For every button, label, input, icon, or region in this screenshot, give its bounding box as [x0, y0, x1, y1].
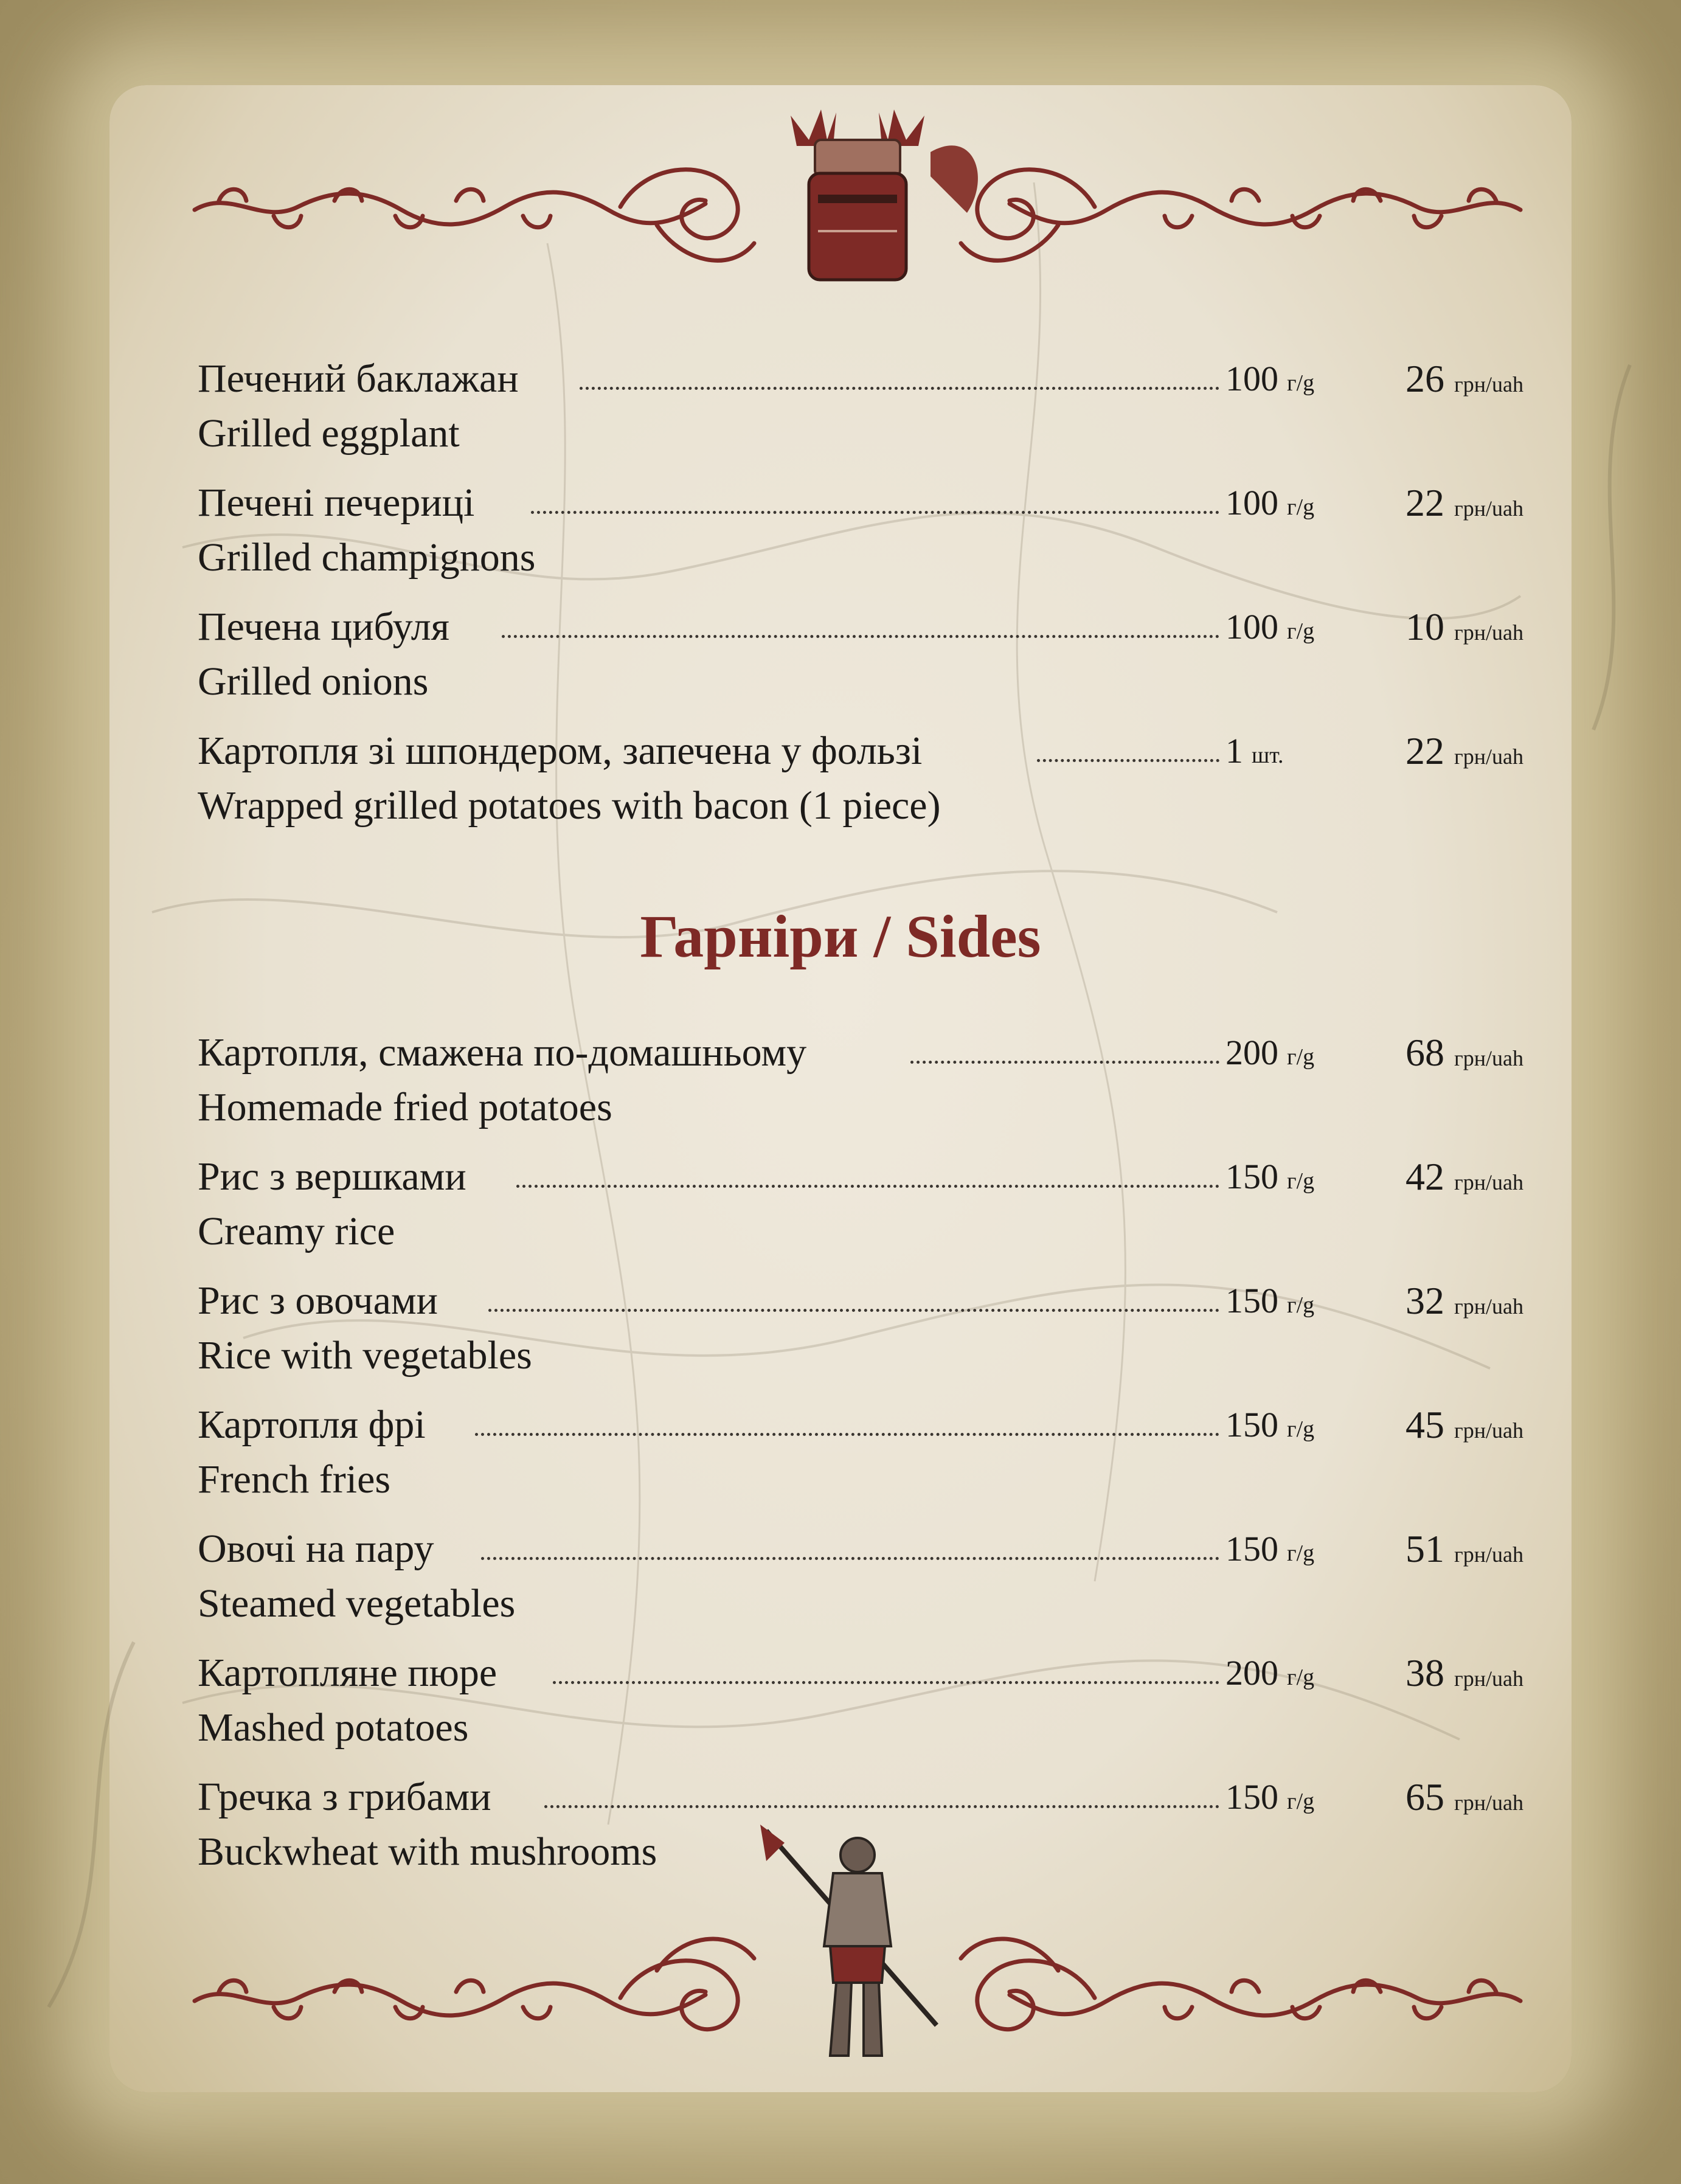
dot-leader	[488, 1309, 1219, 1312]
dot-leader	[475, 1433, 1219, 1436]
item-price: 26 грн/uah	[1405, 357, 1523, 400]
item-price: 45 грн/uah	[1405, 1403, 1523, 1446]
item-price: 68 грн/uah	[1405, 1031, 1523, 1074]
menu-item	[198, 724, 1523, 833]
menu-item	[198, 1646, 1523, 1755]
item-name-en: Wrapped grilled potatoes with bacon (1 piece)	[198, 783, 941, 828]
item-name-uk: Овочі на пару	[198, 1527, 434, 1571]
item-name-uk: Рис з овочами	[198, 1278, 438, 1323]
item-quantity: 150 г/g	[1225, 1157, 1315, 1196]
item-name-uk: Печена цибуля	[198, 605, 450, 649]
menu-item	[198, 1274, 1523, 1383]
dot-leader	[910, 1061, 1219, 1064]
dot-leader	[580, 387, 1219, 390]
item-price: 38 грн/uah	[1405, 1651, 1523, 1694]
item-quantity: 100 г/g	[1225, 359, 1315, 398]
item-name-uk: Картопляне пюре	[198, 1651, 497, 1695]
menu-item	[198, 1398, 1523, 1507]
item-price: 22 грн/uah	[1405, 729, 1523, 772]
item-quantity: 100 г/g	[1225, 483, 1315, 522]
item-name-uk: Печений баклажан	[198, 356, 519, 401]
item-quantity: 1 шт.	[1225, 731, 1284, 771]
menu-item	[198, 1025, 1523, 1135]
item-quantity: 200 г/g	[1225, 1033, 1315, 1072]
item-name-en: Creamy rice	[198, 1209, 395, 1253]
item-name-uk: Гречка з грибами	[198, 1775, 491, 1819]
menu-item	[198, 476, 1523, 585]
item-quantity: 100 г/g	[1225, 607, 1315, 647]
menu-item	[198, 1149, 1523, 1259]
dot-leader	[553, 1681, 1219, 1684]
item-quantity: 150 г/g	[1225, 1281, 1315, 1320]
item-price: 65 грн/uah	[1405, 1775, 1523, 1818]
menu-item	[198, 600, 1523, 709]
item-quantity: 200 г/g	[1225, 1653, 1315, 1693]
item-quantity: 150 г/g	[1225, 1405, 1315, 1444]
item-price: 32 грн/uah	[1405, 1279, 1523, 1322]
section-heading-sides: Гарніри / Sides	[640, 903, 1041, 970]
menu-item	[198, 352, 1523, 461]
item-quantity: 150 г/g	[1225, 1777, 1315, 1817]
item-price: 22 грн/uah	[1405, 481, 1523, 524]
item-name-en: Grilled onions	[198, 659, 429, 704]
item-name-en: Homemade fried potatoes	[198, 1085, 612, 1129]
item-name-uk: Рис з вершками	[198, 1154, 466, 1199]
dot-leader	[544, 1805, 1219, 1808]
item-name-uk: Картопля зі шпондером, запечена у фользі	[198, 729, 923, 773]
item-name-en: Grilled champignons	[198, 535, 536, 580]
item-price: 10 грн/uah	[1405, 605, 1523, 648]
item-name-uk: Картопля, смажена по-домашньому	[198, 1030, 807, 1075]
item-name-en: Buckwheat with mushrooms	[198, 1829, 657, 1874]
dot-leader	[1037, 759, 1219, 762]
item-name-en: Steamed vegetables	[198, 1581, 516, 1626]
dot-leader	[531, 511, 1219, 514]
item-name-uk: Печені печериці	[198, 480, 475, 525]
dot-leader	[481, 1557, 1219, 1560]
dot-leader	[502, 635, 1219, 638]
item-name-en: Mashed potatoes	[198, 1705, 469, 1750]
item-name-en: Rice with vegetables	[198, 1333, 532, 1378]
dot-leader	[516, 1185, 1219, 1188]
item-quantity: 150 г/g	[1225, 1529, 1315, 1569]
item-name-en: Grilled eggplant	[198, 411, 460, 456]
item-price: 42 грн/uah	[1405, 1155, 1523, 1198]
menu-item	[198, 1522, 1523, 1631]
item-price: 51 грн/uah	[1405, 1527, 1523, 1570]
menu-item	[198, 1770, 1523, 1879]
item-name-uk: Картопля фрі	[198, 1402, 426, 1447]
item-name-en: French fries	[198, 1457, 391, 1502]
